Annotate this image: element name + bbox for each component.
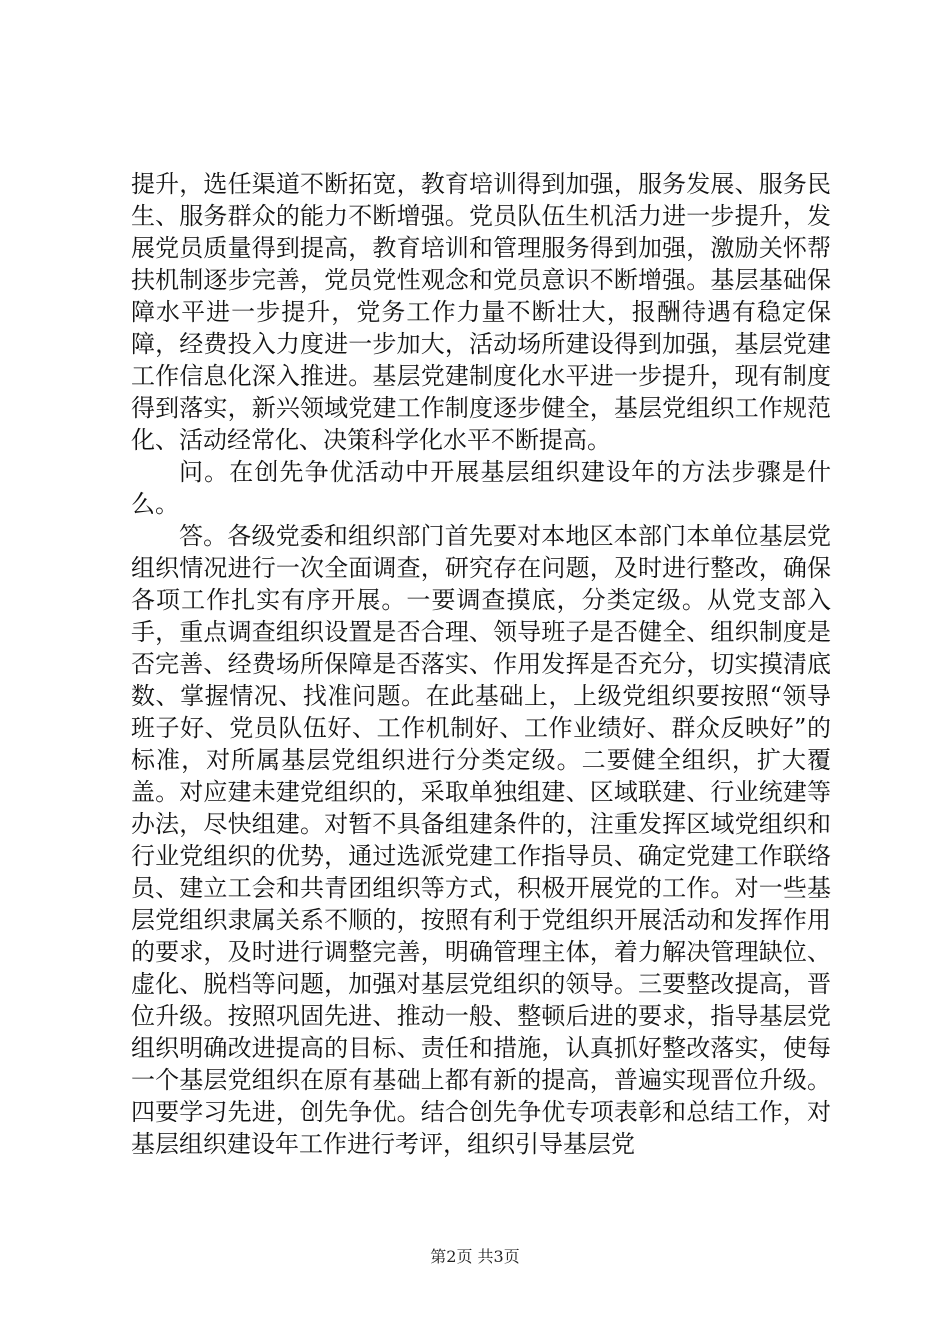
page-number-footer: 第2页 共3页 xyxy=(430,1247,520,1266)
paragraph-answer: 答。各级党委和组织部门首先要对本地区本部门本单位基层党组织情况进行一次全面调查，研究存在问题，及时进行整改，确保各项工作扎实有序开展。一要调查摸底，分类定级。从党支部入手，重点调查组织设置是否合理、领导班子是否健全、组织制度是否完善、经费场所保障是否落实、作用发挥是否充分，切实摸清底数、掌握情况、找准问题。在此基础上，上级党组织要按照“领导班子好、党员队伍好、工作机制好、工作业绩好、群众反映好”的标准，对所属基层党组织进行分类定级。二要健全组织，扩大覆盖。对应建未建党组织的，采取单独组建、区域联建、行业统建等办法，尽快组建。对暂不具备组建条件的，注重发挥区域党组织和行业党组织的优势，通过选派党建工作指导员、确定党建工作联络员、建立工会和共青团组织等方式，积极开展党的工作。对一些基层党组织隶属关系不顺的，按照有利于党组织开展活动和发挥作用的要求，及时进行调整完善，明确管理主体，着力解决管理缺位、虚化、脱档等问题，加强对基层党组织的领导。三要整改提高，晋位升级。按照巩固先进、推动一般、整顿后进的要求，指导基层党组织明确改进提高的目标、责任和措施，认真抓好整改落实，使每一个基层党组织在原有基础上都有新的提高，普遍实现晋位升级。四要学习先进，创先争优。结合创先争优专项表彰和总结工作，对基层组织建设年工作进行考评，组织引导基层党 xyxy=(131,522,831,1158)
paragraph-question: 问。在创先争优活动中开展基层组织建设年的方法步骤是什么。 xyxy=(131,458,831,518)
document-body xyxy=(131,168,831,1160)
paragraph-continuation: 提升，选任渠道不断拓宽，教育培训得到加强，服务发展、服务民生、服务群众的能力不断增强。党员队伍生机活力进一步提升，发展党员质量得到提高，教育培训和管理服务得到加强，激励关怀帮扶机制逐步完善，党员党性观念和党员意识不断增强。基层基础保障水平进一步提升，党务工作力量不断壮大，报酬待遇有稳定保障，经费投入力度进一步加大，活动场所建设得到加强，基层党建工作信息化深入推进。基层党建制度化水平进一步提升，现有制度得到落实，新兴领域党建工作制度逐步健全，基层党组织工作规范化、活动经常化、决策科学化水平不断提高。 xyxy=(131,170,831,454)
